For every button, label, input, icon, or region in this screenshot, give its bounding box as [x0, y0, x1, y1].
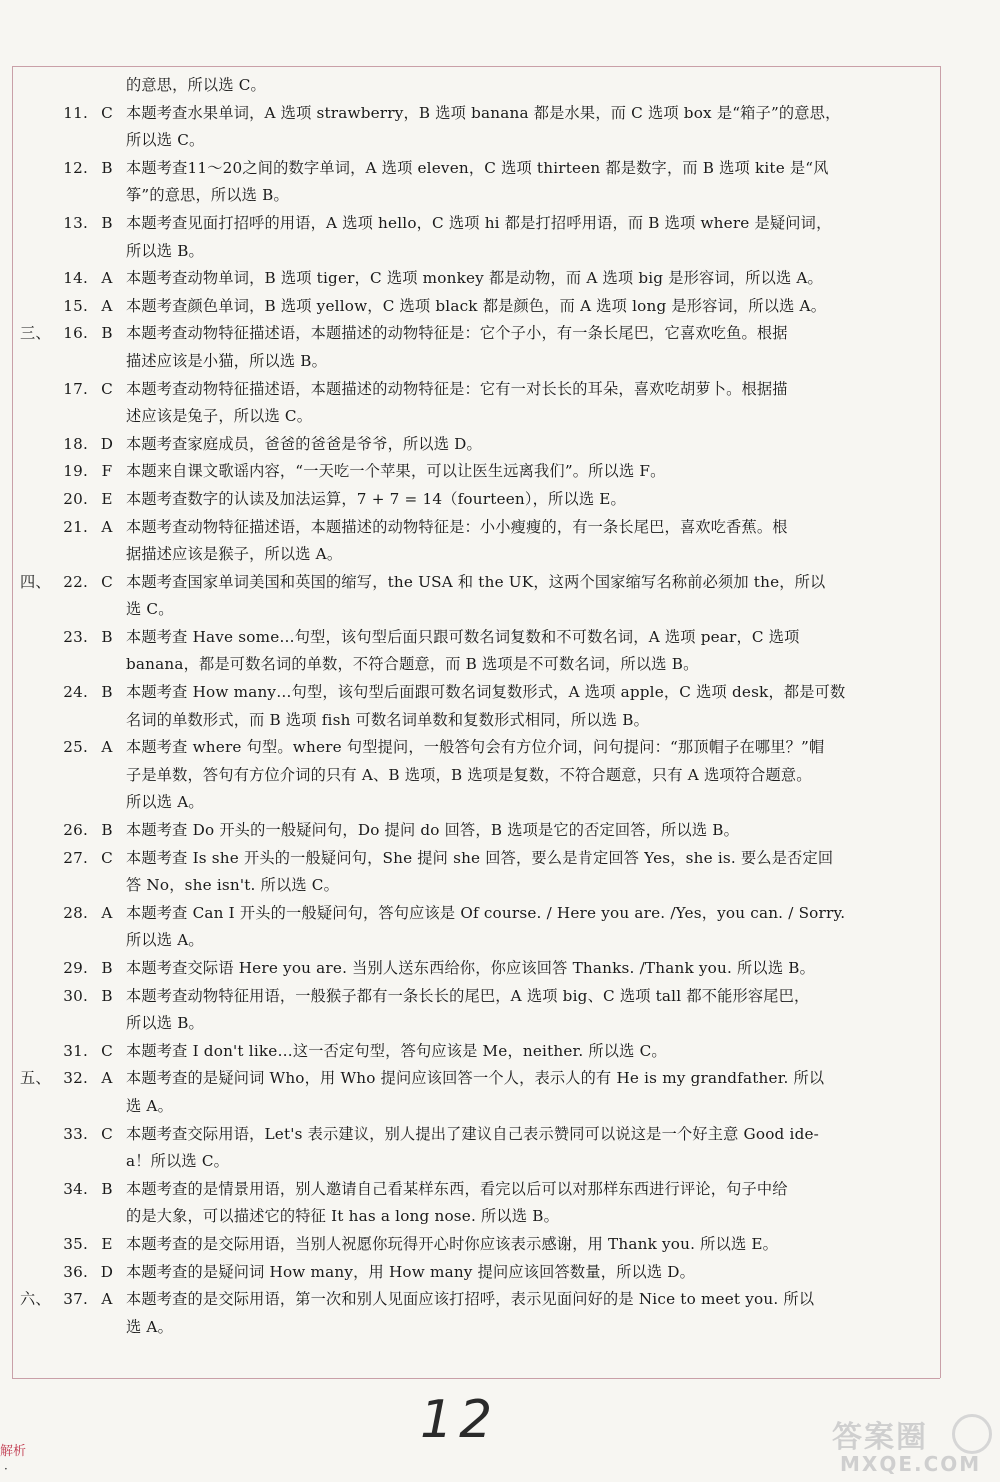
section-marker: 三、: [20, 324, 51, 343]
explanation-line: 本题考查国家单词美国和英国的缩写，the USA 和 the UK，这两个国家缩写名称前必须加 the，所以: [126, 572, 826, 591]
watermark-bottom-text: MXQE.COM: [840, 1452, 982, 1476]
explanation: [126, 1259, 936, 1287]
answer-letter: A: [101, 738, 113, 757]
answer-entry: [20, 1176, 936, 1231]
frame-bottom-border: [12, 1378, 940, 1379]
explanation: [126, 486, 936, 514]
explanation: [126, 210, 936, 265]
explanation-line: 本题考查 I don't like…这一否定句型，答句应该是 Me，neither. 所以选 C。: [126, 1041, 667, 1060]
answer-entry: [20, 458, 936, 486]
question-number: 21.: [63, 517, 88, 536]
question-number: 29.: [63, 959, 88, 977]
answer-entry: [20, 486, 936, 514]
continuation-line: [20, 72, 936, 100]
answer-letter: B: [101, 213, 113, 232]
explanation: [126, 983, 936, 1038]
question-number: 11.: [63, 103, 88, 122]
explanation: [126, 679, 936, 734]
explanation-line: 所以选 A。: [126, 931, 204, 950]
answer-letter: E: [101, 1234, 113, 1253]
explanation: [126, 431, 936, 459]
frame-right-border: [940, 66, 941, 1378]
explanation: [126, 734, 936, 817]
explanation-line: 描述应该是小猫，所以选 B。: [126, 351, 328, 370]
explanation-line: 本题考查家庭成员，爸爸的爸爸是爷爷，所以选 D。: [126, 434, 482, 453]
answer-entry: [20, 265, 936, 293]
page-number: 12: [420, 1390, 499, 1450]
question-number: 12.: [63, 158, 88, 177]
answer-letter: A: [101, 296, 113, 315]
explanation-line: 名词的单数形式，而 B 选项 fish 可数名词单数和复数形式相同，所以选 B。: [126, 710, 649, 729]
question-number: 33.: [63, 1124, 88, 1143]
explanation-line: 选 C。: [126, 600, 174, 619]
answer-letter: B: [101, 986, 113, 1005]
question-number: 22.: [63, 572, 88, 591]
explanation-line: 本题考查动物单词，B 选项 tiger，C 选项 monkey 都是动物，而 A 选项 big 是形容词，所以选 A。: [126, 269, 823, 288]
explanation: [126, 293, 936, 321]
explanation-line: 本题考查的是疑问词 Who，用 Who 提问应该回答一个人，表示人的有 He is my grandfather. 所以: [126, 1069, 825, 1088]
explanation: [126, 458, 936, 486]
answer-letter: C: [101, 103, 113, 122]
answer-letter: A: [101, 517, 113, 536]
answer-letter: D: [100, 434, 114, 453]
watermark-top-text: 答案圈: [832, 1420, 928, 1455]
explanation: [126, 1038, 936, 1066]
explanation: [126, 265, 936, 293]
frame-left-border: [12, 66, 13, 1378]
explanation-line: 所以选 A。: [126, 793, 204, 812]
explanation-line: 本题考查的是情景用语，别人邀请自己看某样东西，看完以后可以对那样东西进行评论，句子中给: [126, 1179, 788, 1198]
answer-letter: B: [101, 324, 113, 343]
answer-letter: C: [101, 379, 113, 398]
explanation: [126, 569, 936, 624]
explanation-line: a！所以选 C。: [126, 1152, 230, 1171]
answer-entry: [20, 1121, 936, 1176]
answer-entry: [20, 679, 936, 734]
answer-entry: [20, 817, 936, 845]
question-number: 37.: [63, 1290, 88, 1309]
answer-entry: [20, 569, 936, 624]
section-marker: 五、: [20, 1069, 51, 1088]
answer-letter: D: [100, 1262, 114, 1281]
explanation: [126, 100, 936, 155]
explanation: [126, 1121, 936, 1176]
explanation: [126, 624, 936, 679]
answer-letter: F: [101, 462, 113, 481]
explanation: [126, 900, 936, 955]
answer-entry: [20, 293, 936, 321]
explanation-line: 本题考查见面打招呼的用语，A 选项 hello，C 选项 hi 都是打招呼用语，而 B 选项 where 是疑问词，: [126, 213, 832, 232]
question-number: 35.: [63, 1234, 88, 1253]
explanation: [126, 1286, 936, 1341]
answer-letter: B: [101, 158, 113, 177]
explanation-line: 本题考查交际用语，Let's 表示建议，别人提出了建议自己表示赞同可以说这是一个好主意 Good ide-: [126, 1124, 820, 1143]
answer-entry: [20, 1065, 936, 1120]
answer-letter: C: [101, 1124, 113, 1143]
entries-list: [20, 100, 936, 1342]
explanation-line: 子是单数，答句有方位介词的只有 A、B 选项，B 选项是复数，不符合题意，只有 A 选项符合题意。: [126, 765, 812, 784]
explanation: [126, 1176, 936, 1231]
question-number: 27.: [63, 848, 88, 867]
explanation-line: 本题考查 where 句型。where 句型提问，一般答句会有方位介词，问句提问：“那顶帽子在哪里？”帽: [126, 738, 825, 757]
question-number: 24.: [63, 683, 88, 702]
answer-letter: A: [101, 1290, 113, 1309]
explanation-line: 本题考查动物特征描述语，本题描述的动物特征是：它个子小，有一条长尾巴，它喜欢吃鱼。根据: [126, 324, 788, 343]
answer-entry: [20, 845, 936, 900]
answer-entry: [20, 900, 936, 955]
question-number: 36.: [63, 1262, 88, 1281]
explanation-line: 所以选 B。: [126, 241, 204, 260]
explanation-line: 本题考查数字的认读及加法运算，7 + 7 = 14（fourteen），所以选 E。: [126, 489, 626, 508]
answer-entry: [20, 1231, 936, 1259]
answer-entry: [20, 1038, 936, 1066]
explanation-line: banana，都是可数名词的单数，不符合题意，而 B 选项是不可数名词，所以选 B。: [126, 655, 699, 674]
question-number: 14.: [63, 269, 88, 288]
answer-entry: [20, 376, 936, 431]
explanation-line: 本题考查 How many…句型，该句型后面跟可数名词复数形式，A 选项 apple，C 选项 desk，都是可数: [126, 683, 846, 702]
question-number: 13.: [63, 213, 88, 232]
answer-entry: [20, 155, 936, 210]
continuation-text: 的意思，所以选 C。: [126, 76, 266, 94]
answer-entry: [20, 1286, 936, 1341]
answer-entry: [20, 320, 936, 375]
explanation-line: 本题考查的是疑问词 How many，用 How many 提问应该回答数量，所以选 D。: [126, 1262, 696, 1281]
question-number: 31.: [63, 1041, 88, 1060]
answer-letter: B: [101, 1179, 113, 1198]
question-number: 18.: [63, 434, 88, 453]
explanation-line: 本题考查交际语 Here you are. 当别人送东西给你，你应该回答 Thanks. /Thank you. 所以选 B。: [126, 959, 815, 977]
section-marker: 四、: [20, 572, 51, 591]
explanation-line: 本题考查的是交际用语，当别人祝愿你玩得开心时你应该表示感谢，用 Thank you. 所以选 E。: [126, 1234, 779, 1253]
explanation: [126, 155, 936, 210]
explanation-line: 本题考查 Can I 开头的一般疑问句，答句应该是 Of course. / Here you are. /Yes，you can. / Sorry.: [126, 903, 846, 922]
explanation: [126, 845, 936, 900]
explanation-line: 本题考查动物特征用语，一般猴子都有一条长长的尾巴，A 选项 big、C 选项 tall 都不能形容尾巴，: [126, 986, 810, 1005]
answer-letter: B: [101, 959, 113, 977]
frame-top-border: [12, 66, 940, 67]
answer-letter: E: [101, 489, 113, 508]
question-number: 25.: [63, 738, 88, 757]
question-number: 15.: [63, 296, 88, 315]
explanation-line: 本题考查水果单词，A 选项 strawberry，B 选项 banana 都是水果，而 C 选项 box 是“箱子”的意思，: [126, 103, 841, 122]
answer-letter: A: [101, 903, 113, 922]
explanation-line: 所以选 B。: [126, 1014, 204, 1033]
explanation: [126, 1065, 936, 1120]
answer-entry: [20, 983, 936, 1038]
corner-label: 解析: [0, 1444, 27, 1459]
answer-letter: B: [101, 821, 113, 840]
answer-letter: A: [101, 269, 113, 288]
explanation: [126, 1231, 936, 1259]
explanation-line: 筝”的意思，所以选 B。: [126, 186, 289, 205]
answer-letter: C: [101, 1041, 113, 1060]
explanation-line: 本题考查 Have some…句型，该句型后面只跟可数名词复数和不可数名词，A 选项 pear，C 选项: [126, 627, 800, 646]
answer-letter: B: [101, 627, 113, 646]
answer-letter: B: [101, 683, 113, 702]
answer-letter: C: [101, 572, 113, 591]
corner-dot: ·: [4, 1462, 8, 1476]
section-marker: 六、: [20, 1290, 51, 1309]
question-number: 19.: [63, 462, 88, 481]
explanation: [126, 320, 936, 375]
answer-entry: [20, 955, 936, 983]
explanation-line: 所以选 C。: [126, 131, 205, 150]
question-number: 34.: [63, 1179, 88, 1198]
explanation: [126, 376, 936, 431]
explanation-line: 的是大象，可以描述它的特征 It has a long nose. 所以选 B。: [126, 1207, 559, 1226]
answer-entry: [20, 100, 936, 155]
question-number: 32.: [63, 1069, 88, 1088]
explanation-line: 本题考查11～20之间的数字单词，A 选项 eleven，C 选项 thirteen 都是数字，而 B 选项 kite 是“风: [126, 158, 829, 177]
answer-entry: [20, 431, 936, 459]
explanation: [126, 955, 936, 983]
explanation-line: 选 A。: [126, 1317, 173, 1336]
answer-entry: [20, 624, 936, 679]
answer-letter: A: [101, 1069, 113, 1088]
watermark-circle-icon: [952, 1414, 992, 1454]
answer-entry: [20, 734, 936, 817]
explanation-line: 述应该是兔子，所以选 C。: [126, 407, 313, 426]
answer-letter: C: [101, 848, 113, 867]
answer-entry: [20, 514, 936, 569]
explanation-line: 本题考查动物特征描述语，本题描述的动物特征是：它有一对长长的耳朵，喜欢吃胡萝卜。根据描: [126, 379, 788, 398]
watermark-logo: [826, 1412, 996, 1478]
explanation-line: 本题考查 Is she 开头的一般疑问句，She 提问 she 回答，要么是肯定回答 Yes，she is. 要么是否定回: [126, 848, 834, 867]
answer-entry: [20, 1259, 936, 1287]
explanation-line: 本题来自课文歌谣内容，“一天吃一个苹果，可以让医生远离我们”。所以选 F。: [126, 462, 666, 481]
explanation-line: 本题考查 Do 开头的一般疑问句，Do 提问 do 回答，B 选项是它的否定回答，所以选 B。: [126, 821, 740, 840]
explanation: [126, 817, 936, 845]
question-number: 28.: [63, 903, 88, 922]
question-number: 16.: [63, 324, 88, 343]
explanation: [126, 514, 936, 569]
question-number: 23.: [63, 627, 88, 646]
question-number: 30.: [63, 986, 88, 1005]
question-number: 20.: [63, 489, 88, 508]
explanation-line: 本题考查颜色单词，B 选项 yellow，C 选项 black 都是颜色，而 A 选项 long 是形容词，所以选 A。: [126, 296, 827, 315]
question-number: 17.: [63, 379, 88, 398]
answer-entry: [20, 210, 936, 265]
explanation-line: 据描述应该是猴子，所以选 A。: [126, 545, 343, 564]
explanation-line: 本题考查动物特征描述语，本题描述的动物特征是：小小瘦瘦的，有一条长尾巴，喜欢吃香蕉。根: [126, 517, 788, 536]
explanation-line: 本题考查的是交际用语，第一次和别人见面应该打招呼，表示见面问好的是 Nice to meet you. 所以: [126, 1290, 815, 1309]
explanation-line: 选 A。: [126, 1096, 173, 1115]
answer-explanations: [20, 72, 936, 1341]
explanation-line: 答 No，she isn't. 所以选 C。: [126, 876, 339, 895]
question-number: 26.: [63, 821, 88, 840]
